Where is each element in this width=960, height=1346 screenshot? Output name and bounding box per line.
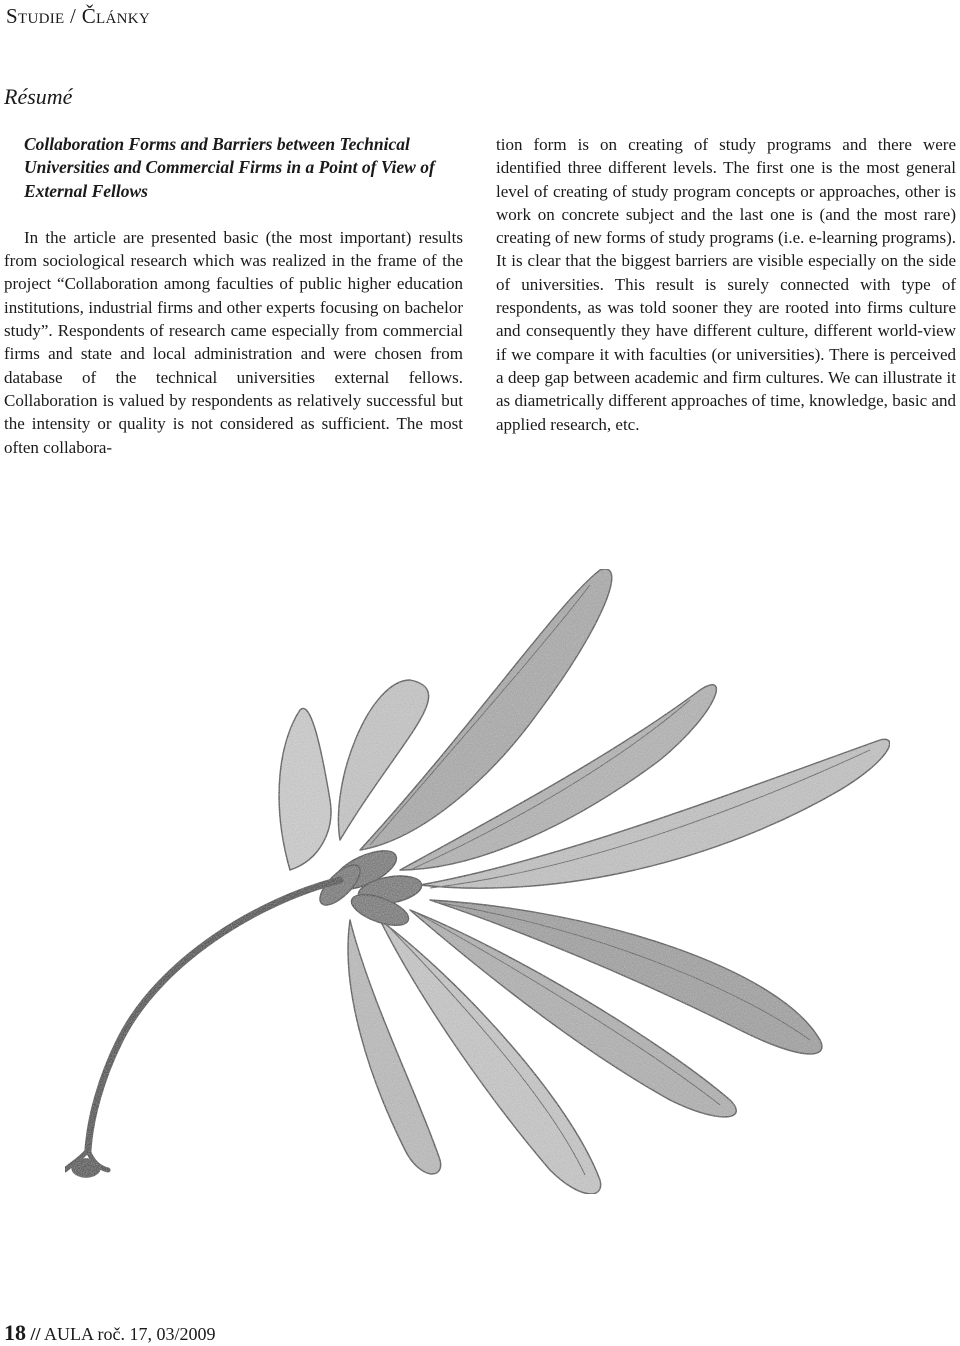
resume-heading: Résumé — [4, 84, 73, 109]
abstract-left-text: In the article are presented basic (the most important) results from sociological research which was realized in the frame of the project “Collaboration among faculties of public higher education institutions, industrial firms and other experts focusing on bachelor study”. Respondents of research came especially from commercial firms and state and local administration and were chosen from database of the technical universities external fellows. Collaboration is valued by respondents as relatively successful but the intensity or quality is not considered as sufficient. The most often collabora- — [4, 227, 463, 457]
right-column — [496, 133, 956, 436]
footer-separator: // — [30, 1324, 41, 1344]
left-column — [4, 133, 463, 459]
article-title: Collaboration Forms and Barriers between Technical Universities and Commercial Firms in a Point of View of External Fellows — [24, 134, 435, 201]
section-header: Studie / Články — [6, 4, 150, 28]
journal-info: AULA roč. 17, 03/2009 — [44, 1324, 216, 1344]
stalk — [88, 880, 340, 1150]
page-footer — [4, 1320, 216, 1346]
abstract-right-text: tion form is on creating of study programs and there were identified three different levels. The first one is the most general level of creating of study program concepts or approaches, other is work on concrete subject and the last one is (and the most rare) creating of new forms of study programs (i.e. e-learning programs). It is clear that the biggest barriers are visible especially on the side of universities. This result is surely connected with type of respondents, as was told sooner they are rooted into firms culture and consequently they have different culture, different world-view if we compare it with faculties (or universities). There is perceived a deep gap between academic and firm cultures. We can illustrate it as diametrically different approaches of time, knowledge, basic and applied research, etc. — [496, 135, 956, 434]
maple-seed-illustration — [40, 540, 940, 1210]
wing-9 — [279, 708, 331, 870]
page-number: 18 — [4, 1320, 26, 1345]
